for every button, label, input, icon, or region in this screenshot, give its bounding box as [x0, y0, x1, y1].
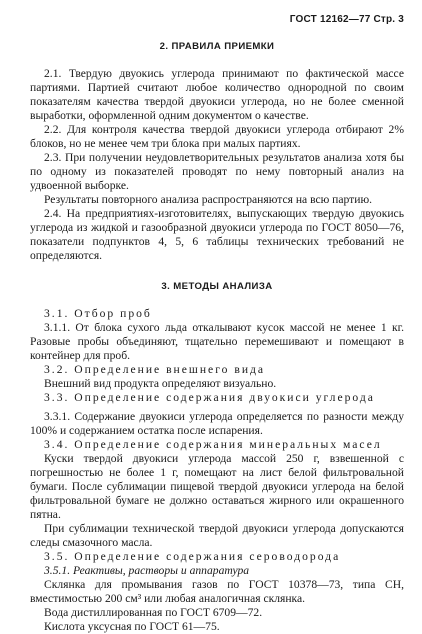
page-content: [30, 40, 404, 634]
page-header: ГОСТ 12162—77 Стр. 3: [289, 14, 404, 25]
paragraph-2-3: 2.3. При получении неудовлетворительных результатов анализа хотя бы по одному из показателей проводят по нему повторный анализ на удвоенной выборке.: [30, 151, 404, 192]
paragraph-3-1-1: 3.1.1. От блока сухого льда откалывают кусок массой не менее 1 кг. Разовые пробы объединяют, тщательно перемешивают и помещают в контейнер для проб.: [30, 321, 404, 362]
section-2-heading: 2. ПРАВИЛА ПРИЕМКИ: [159, 41, 275, 52]
paragraph-2-4: 2.4. На предприятиях-изготовителях, выпускающих твердую двуокись углерода из жидкой и газообразной двуокиси углерода по ГОСТ 8050—76, показатели подпунктов 4, 5, 6 таблицы технических требований не определяются.: [30, 207, 404, 262]
paragraph-3-3: 3.3. Определение содержания двуокиси углерода: [44, 391, 375, 404]
paragraph-2-1: 2.1. Твердую двуокись углерода принимают по фактической массе партиями. Партией считают любое количество однородной по своим показателям качества твердой двуокиси углерода, но не более сменной выработки, оформленной одним документом о качестве.: [30, 67, 404, 122]
paragraph-3-5-1-text-3: Кислота уксусная по ГОСТ 61—75.: [44, 620, 220, 633]
paragraph-3-5-1-text-1: Склянка для промывания газов по ГОСТ 10378—73, типа СН, вместимостью 200 см³ или любая аналогичная склянка.: [30, 578, 404, 605]
paragraph-3-5: 3.5. Определение содержания сероводорода: [44, 550, 341, 563]
paragraph-3-2-text: Внешний вид продукта определяют визуально.: [44, 377, 277, 390]
paragraph-3-2: 3.2. Определение внешнего вида: [44, 363, 266, 376]
paragraph-3-5-1: 3.5.1. Реактивы, растворы и аппаратура: [44, 564, 250, 577]
section-3-heading: 3. МЕТОДЫ АНАЛИЗА: [161, 281, 273, 292]
paragraph-3-5-1-text-2: Вода дистиллированная по ГОСТ 6709—72.: [44, 606, 263, 619]
paragraph-2-2: 2.2. Для контроля качества твердой двуокиси углерода отбирают 2% блоков, но не менее чем три блока при малых партиях.: [30, 123, 404, 150]
paragraph-3-3-1: 3.3.1. Содержание двуокиси углерода определяется по разности между 100% и содержанием остатка после испарения.: [30, 410, 404, 437]
paragraph-3-1: 3.1. Отбор проб: [44, 307, 152, 320]
paragraph-3-4-text-1: Куски твердой двуокиси углерода массой 250 г, взвешенной с погрешностью не более 1 г, помещают на лист белой фильтровальной бумаги. После сублимации пищевой твердой двуокиси углерода на белой фильтровальной бумаге не должно оставаться жирного или окрашенного пятна.: [30, 452, 404, 521]
paragraph-3-4: 3.4. Определение содержания минеральных масел: [44, 438, 382, 451]
paragraph-3-4-text-2: При сублимации технической твердой двуокиси углерода допускаются следы смазочного масла.: [30, 522, 404, 549]
paragraph-2-3-repeat: Результаты повторного анализа распространяются на всю партию.: [44, 193, 373, 206]
